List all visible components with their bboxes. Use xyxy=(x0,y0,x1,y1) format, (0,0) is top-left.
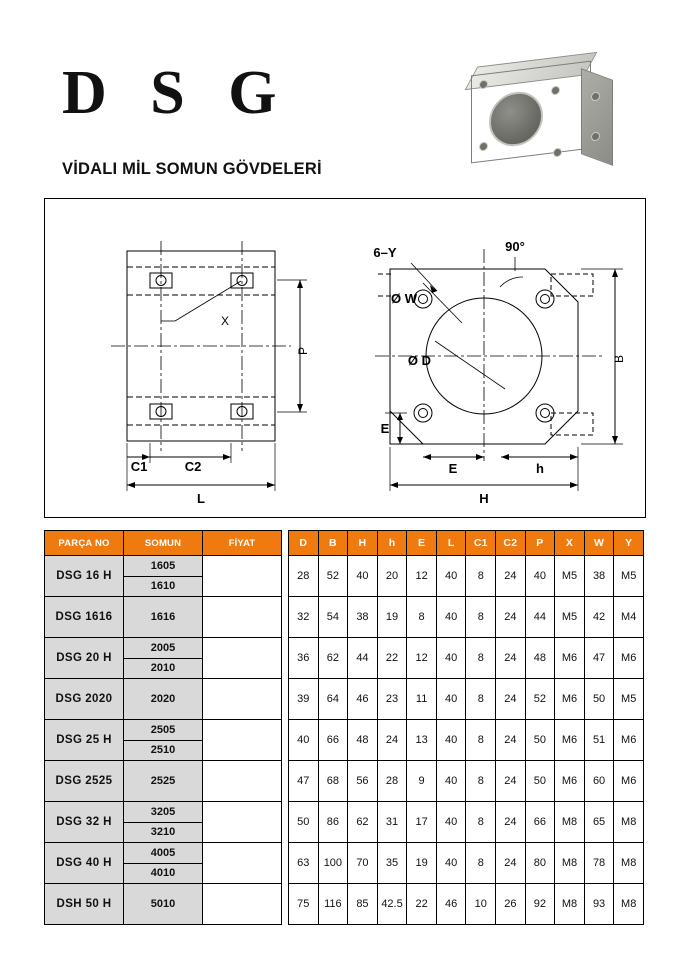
table-row xyxy=(45,843,282,884)
cell-p: 52 xyxy=(525,679,555,720)
cell-h: 20 xyxy=(377,556,407,597)
cell-b: 64 xyxy=(318,679,348,720)
cell-l: 40 xyxy=(436,802,466,843)
table-row xyxy=(45,761,282,802)
cell-w: 78 xyxy=(584,843,614,884)
cell-parca-no: DSG 2525 xyxy=(45,761,124,802)
col-x: X xyxy=(555,531,585,556)
cell-l: 40 xyxy=(436,638,466,679)
cell-h: 46 xyxy=(348,679,378,720)
cell-fiyat xyxy=(203,679,282,720)
cell-l: 40 xyxy=(436,597,466,638)
cell-somun xyxy=(124,843,203,884)
dimensions-table xyxy=(288,530,644,925)
cell-h: 22 xyxy=(377,638,407,679)
cell-b: 62 xyxy=(318,638,348,679)
cell-c2: 24 xyxy=(496,597,526,638)
page-header xyxy=(0,0,688,195)
cell-somun xyxy=(124,556,203,597)
cell-c1: 8 xyxy=(466,597,496,638)
col-c1: C1 xyxy=(466,531,496,556)
cell-c2: 24 xyxy=(496,679,526,720)
cell-b: 68 xyxy=(318,761,348,802)
cell-parca-no: DSG 32 H xyxy=(45,802,124,843)
cell-p: 44 xyxy=(525,597,555,638)
nut-housing-photo xyxy=(463,58,623,168)
cell-d: 75 xyxy=(289,884,319,925)
table-row xyxy=(289,597,644,638)
cell-e: 8 xyxy=(407,597,437,638)
cell-d: 28 xyxy=(289,556,319,597)
cell-y: M6 xyxy=(614,638,644,679)
cell-fiyat xyxy=(203,556,282,597)
cell-parca-no: DSG 40 H xyxy=(45,843,124,884)
table-row xyxy=(289,638,644,679)
label-E-vertical: E xyxy=(380,421,390,436)
cell-x: M6 xyxy=(555,720,585,761)
cell-b: 100 xyxy=(318,843,348,884)
cell-x: M5 xyxy=(555,556,585,597)
part-number-table xyxy=(44,530,282,925)
technical-drawing-panel xyxy=(44,198,646,518)
col-c2: C2 xyxy=(496,531,526,556)
cell-e: 9 xyxy=(407,761,437,802)
label-C1: C1 xyxy=(130,459,148,474)
somun-value: 2005 xyxy=(124,639,202,659)
label-C2: C2 xyxy=(184,459,202,474)
cell-l: 40 xyxy=(436,679,466,720)
cell-y: M4 xyxy=(614,597,644,638)
table-row xyxy=(289,884,644,925)
cell-fiyat xyxy=(203,802,282,843)
cell-b: 54 xyxy=(318,597,348,638)
cell-x: M8 xyxy=(555,843,585,884)
cell-somun: 2020 xyxy=(124,679,203,720)
cell-l: 40 xyxy=(436,761,466,802)
somun-value: 2505 xyxy=(124,721,202,741)
cell-h: 85 xyxy=(348,884,378,925)
cell-y: M8 xyxy=(614,884,644,925)
somun-value: 3210 xyxy=(150,825,176,838)
col-somun: SOMUN xyxy=(124,531,203,556)
label-diaW: Ø W xyxy=(391,291,417,306)
cell-c1: 10 xyxy=(466,884,496,925)
col-parca-no: PARÇA NO xyxy=(45,531,124,556)
cell-parca-no: DSG 2020 xyxy=(45,679,124,720)
col-e: E xyxy=(407,531,437,556)
somun-value: 3205 xyxy=(124,803,202,823)
cell-somun xyxy=(124,638,203,679)
cell-p: 92 xyxy=(525,884,555,925)
cell-parca-no: DSH 50 H xyxy=(45,884,124,925)
cell-h: 44 xyxy=(348,638,378,679)
col-p: P xyxy=(525,531,555,556)
cell-y: M8 xyxy=(614,843,644,884)
cell-h: 23 xyxy=(377,679,407,720)
cell-h: 24 xyxy=(377,720,407,761)
cell-h: 70 xyxy=(348,843,378,884)
cell-h: 48 xyxy=(348,720,378,761)
table-row xyxy=(289,761,644,802)
cell-e: 17 xyxy=(407,802,437,843)
table-row xyxy=(45,638,282,679)
cell-w: 47 xyxy=(584,638,614,679)
cell-h: 40 xyxy=(348,556,378,597)
cell-h: 62 xyxy=(348,802,378,843)
cell-somun xyxy=(124,720,203,761)
cell-d: 40 xyxy=(289,720,319,761)
cell-c2: 26 xyxy=(496,884,526,925)
cell-l: 46 xyxy=(436,884,466,925)
photo-hole xyxy=(553,147,562,157)
cell-x: M5 xyxy=(555,597,585,638)
cell-w: 60 xyxy=(584,761,614,802)
table-row xyxy=(289,679,644,720)
cell-somun: 2525 xyxy=(124,761,203,802)
cell-x: M8 xyxy=(555,802,585,843)
cell-w: 42 xyxy=(584,597,614,638)
cell-c1: 8 xyxy=(466,843,496,884)
cell-h: 28 xyxy=(377,761,407,802)
cell-y: M6 xyxy=(614,761,644,802)
table-row xyxy=(45,802,282,843)
table-row xyxy=(289,556,644,597)
cell-p: 66 xyxy=(525,802,555,843)
col-y: Y xyxy=(614,531,644,556)
somun-value: 2510 xyxy=(150,743,176,756)
table-header-row xyxy=(289,531,644,556)
cell-p: 50 xyxy=(525,761,555,802)
cell-b: 66 xyxy=(318,720,348,761)
table-row xyxy=(289,720,644,761)
label-X: X xyxy=(221,314,230,328)
photo-side-face xyxy=(581,68,613,166)
col-w: W xyxy=(584,531,614,556)
cell-y: M5 xyxy=(614,556,644,597)
cell-c1: 8 xyxy=(466,556,496,597)
label-6Y: 6–Y xyxy=(373,245,397,260)
cell-e: 19 xyxy=(407,843,437,884)
cell-fiyat xyxy=(203,761,282,802)
col-b: B xyxy=(318,531,348,556)
cell-y: M8 xyxy=(614,802,644,843)
table-row xyxy=(45,556,282,597)
cell-d: 47 xyxy=(289,761,319,802)
label-diaD: Ø D xyxy=(407,353,431,368)
cell-parca-no: DSG 16 H xyxy=(45,556,124,597)
cell-w: 65 xyxy=(584,802,614,843)
page-subtitle: VİDALI MİL SOMUN GÖVDELERİ xyxy=(62,160,322,178)
brand-logo: D S G xyxy=(62,59,291,127)
cell-h: 56 xyxy=(348,761,378,802)
cell-d: 50 xyxy=(289,802,319,843)
cell-c2: 24 xyxy=(496,802,526,843)
cell-h: 35 xyxy=(377,843,407,884)
cell-b: 86 xyxy=(318,802,348,843)
cell-parca-no: DSG 1616 xyxy=(45,597,124,638)
cell-w: 93 xyxy=(584,884,614,925)
cell-e: 12 xyxy=(407,638,437,679)
cell-p: 80 xyxy=(525,843,555,884)
cell-y: M5 xyxy=(614,679,644,720)
cell-c2: 24 xyxy=(496,720,526,761)
cell-somun: 5010 xyxy=(124,884,203,925)
col-h: H xyxy=(348,531,378,556)
cell-c1: 8 xyxy=(466,638,496,679)
cell-d: 36 xyxy=(289,638,319,679)
cell-c1: 8 xyxy=(466,761,496,802)
cell-p: 50 xyxy=(525,720,555,761)
cell-c2: 24 xyxy=(496,638,526,679)
cell-x: M6 xyxy=(555,761,585,802)
somun-value: 1610 xyxy=(150,579,176,592)
cell-w: 50 xyxy=(584,679,614,720)
cell-h: 31 xyxy=(377,802,407,843)
cell-b: 116 xyxy=(318,884,348,925)
cell-c2: 24 xyxy=(496,843,526,884)
cell-h: 38 xyxy=(348,597,378,638)
table-row xyxy=(45,679,282,720)
cell-l: 40 xyxy=(436,843,466,884)
cell-c1: 8 xyxy=(466,720,496,761)
cell-somun: 1616 xyxy=(124,597,203,638)
table-row xyxy=(289,802,644,843)
table-header-row xyxy=(45,531,282,556)
table-row xyxy=(45,597,282,638)
label-h: h xyxy=(536,461,544,476)
label-B: B xyxy=(612,354,626,364)
cell-l: 40 xyxy=(436,720,466,761)
cell-d: 39 xyxy=(289,679,319,720)
cell-fiyat xyxy=(203,843,282,884)
cell-fiyat xyxy=(203,638,282,679)
cell-d: 63 xyxy=(289,843,319,884)
cell-e: 12 xyxy=(407,556,437,597)
col-h: h xyxy=(377,531,407,556)
table-row xyxy=(289,843,644,884)
label-P: P xyxy=(296,346,310,356)
col-d: D xyxy=(289,531,319,556)
cell-x: M6 xyxy=(555,679,585,720)
cell-y: M6 xyxy=(614,720,644,761)
cell-fiyat xyxy=(203,597,282,638)
cell-b: 52 xyxy=(318,556,348,597)
somun-value: 2010 xyxy=(150,661,176,674)
cell-fiyat xyxy=(203,884,282,925)
cell-somun xyxy=(124,802,203,843)
cell-h: 19 xyxy=(377,597,407,638)
cell-parca-no: DSG 25 H xyxy=(45,720,124,761)
table-row xyxy=(45,720,282,761)
label-angle: 90° xyxy=(505,239,525,254)
label-H: H xyxy=(479,491,489,506)
cell-c1: 8 xyxy=(466,802,496,843)
col-l: L xyxy=(436,531,466,556)
table-row xyxy=(45,884,282,925)
cell-c1: 8 xyxy=(466,679,496,720)
technical-drawing xyxy=(45,199,645,517)
cell-w: 38 xyxy=(584,556,614,597)
cell-w: 51 xyxy=(584,720,614,761)
somun-value: 4010 xyxy=(150,866,176,879)
label-E-horizontal: E xyxy=(448,461,458,476)
cell-e: 13 xyxy=(407,720,437,761)
col-fiyat: FİYAT xyxy=(203,531,282,556)
somun-value: 4005 xyxy=(124,844,202,864)
cell-fiyat xyxy=(203,720,282,761)
cell-c2: 24 xyxy=(496,761,526,802)
cell-p: 40 xyxy=(525,556,555,597)
cell-x: M8 xyxy=(555,884,585,925)
cell-d: 32 xyxy=(289,597,319,638)
cell-p: 48 xyxy=(525,638,555,679)
cell-e: 11 xyxy=(407,679,437,720)
somun-value: 1605 xyxy=(124,557,202,577)
label-L: L xyxy=(197,491,205,506)
cell-parca-no: DSG 20 H xyxy=(45,638,124,679)
cell-c2: 24 xyxy=(496,556,526,597)
cell-h: 42.5 xyxy=(377,884,407,925)
cell-x: M6 xyxy=(555,638,585,679)
cell-l: 40 xyxy=(436,556,466,597)
cell-e: 22 xyxy=(407,884,437,925)
